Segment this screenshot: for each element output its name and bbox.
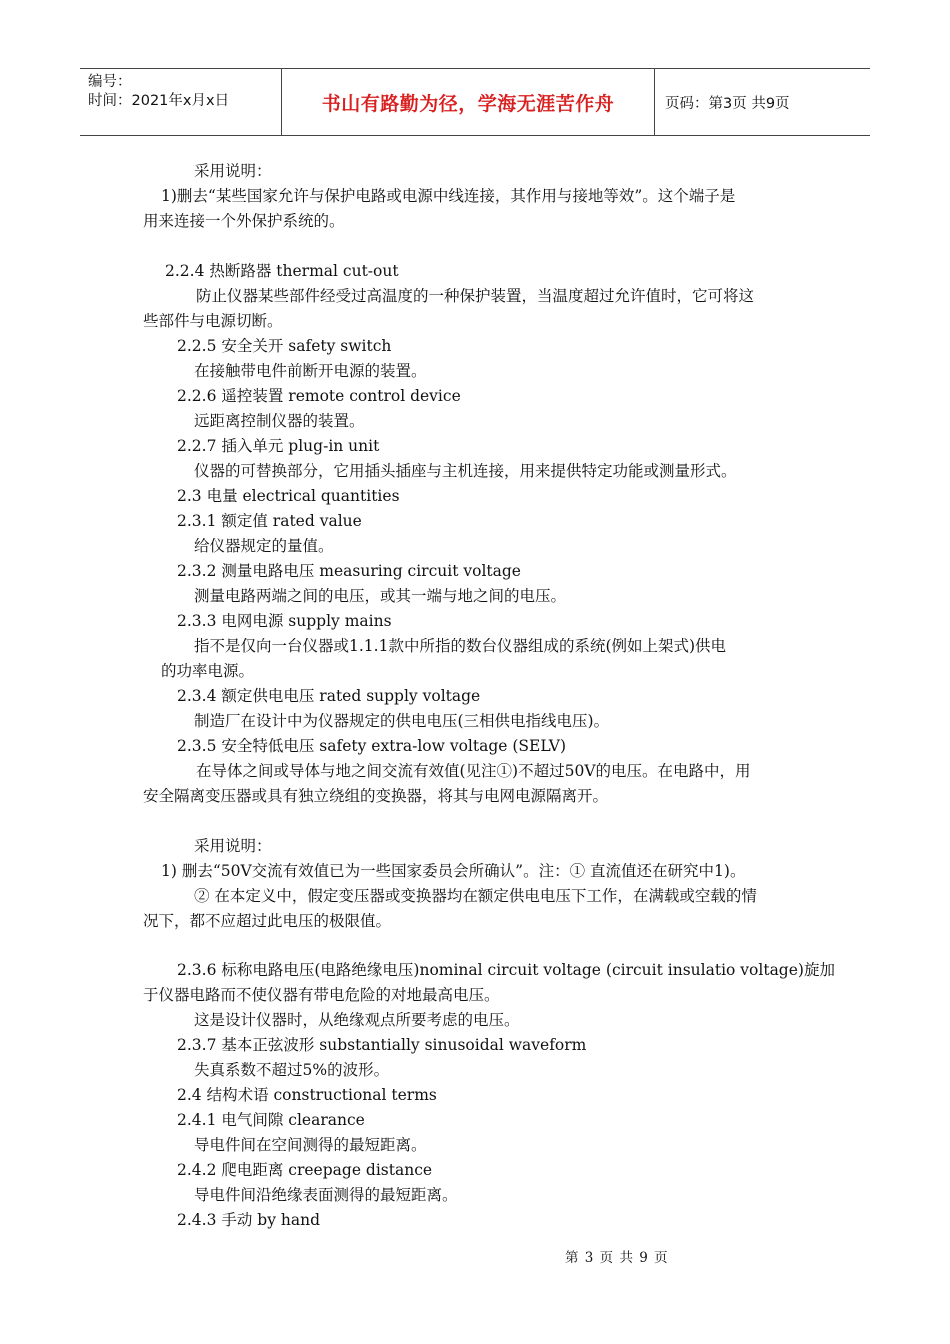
body-line: 防止仪器某些部件经受过高温度的一种保护装置，当温度超过允许值时，它可将这	[196, 287, 755, 305]
body-line: 失真系数不超过5%的波形。	[194, 1061, 390, 1079]
body-line: 指不是仅向一台仪器或1.1.1款中所指的数台仪器组成的系统(例如上架式)供电	[194, 637, 727, 655]
section-heading: 2.3.5 安全特低电压 safety extra-low voltage (SELV)	[177, 737, 567, 755]
body-line: 采用说明：	[194, 837, 272, 855]
body-line: ② 在本定义中，假定变压器或变换器均在额定供电电压下工作，在满载或空载的情	[194, 887, 757, 905]
section-heading: 2.2.5 安全关开 safety switch	[177, 337, 392, 355]
section-heading: 2.3.1 额定值 rated value	[177, 512, 362, 530]
body-line: 于仪器电路而不使仪器有带电危险的对地最高电压。	[143, 986, 500, 1004]
body-line: 况下，都不应超过此电压的极限值。	[143, 912, 392, 930]
section-heading: 2.3.6 标称电路电压(电路绝缘电压)nominal circuit voltage (circuit insulatio voltage)旋加	[177, 961, 835, 979]
body-line: 测量电路两端之间的电压，或其一端与地之间的电压。	[194, 587, 567, 605]
body-line: 的功率电源。	[161, 662, 255, 680]
section-heading: 2.2.7 插入单元 plug-in unit	[177, 437, 380, 455]
body-line: 1) 删去“50V交流有效值已为一些国家委员会所确认”。注：① 直流值还在研究中1)。	[161, 862, 746, 880]
page-footer: 第 3 页 共 9 页	[565, 1250, 669, 1266]
section-heading: 2.3 电量 electrical quantities	[177, 487, 400, 505]
header-motto: 书山有路勤为径，学海无涯苦作舟	[282, 69, 655, 135]
body-line: 导电件间沿绝缘表面测得的最短距离。	[194, 1186, 458, 1204]
section-heading: 2.3.7 基本正弦波形 substantially sinusoidal waveform	[177, 1036, 587, 1054]
body-line: 这是设计仪器时，从绝缘观点所要考虑的电压。	[194, 1011, 520, 1029]
body-line: 采用说明：	[194, 162, 272, 180]
body-line: 用来连接一个外保护系统的。	[143, 212, 345, 230]
header-page-info: 页码：第3页 共9页	[665, 95, 790, 112]
body-line: 安全隔离变压器或具有独立绕组的变换器，将其与电网电源隔离开。	[143, 787, 609, 805]
header-meta	[80, 69, 282, 135]
body-line: 制造厂在设计中为仪器规定的供电电压(三相供电指线电压)。	[194, 712, 610, 730]
body-line: 导电件间在空间测得的最短距离。	[194, 1136, 427, 1154]
document-number-label: 编号：	[88, 74, 132, 90]
section-heading: 2.3.2 测量电路电压 measuring circuit voltage	[177, 562, 521, 580]
section-heading: 2.3.4 额定供电电压 rated supply voltage	[177, 687, 481, 705]
document-time-label: 时间：2021年x月x日	[88, 93, 230, 109]
section-heading: 2.4.2 爬电距离 creepage distance	[177, 1161, 433, 1179]
page-header	[80, 68, 870, 136]
section-heading: 2.4 结构术语 constructional terms	[177, 1086, 437, 1104]
section-heading: 2.2.4 热断路器 thermal cut-out	[165, 262, 399, 280]
body-line: 在接触带电件前断开电源的装置。	[194, 362, 427, 380]
body-line: 1)删去“某些国家允许与保护电路或电源中线连接，其作用与接地等效”。这个端子是	[161, 187, 736, 205]
section-heading: 2.4.3 手动 by hand	[177, 1211, 321, 1229]
section-heading: 2.2.6 遥控装置 remote control device	[177, 387, 461, 405]
section-heading: 2.3.3 电网电源 supply mains	[177, 612, 392, 630]
section-heading: 2.4.1 电气间隙 clearance	[177, 1111, 365, 1129]
body-line: 远距离控制仪器的装置。	[194, 412, 365, 430]
body-line: 些部件与电源切断。	[143, 312, 283, 330]
body-line: 在导体之间或导体与地之间交流有效值(见注①)不超过50V的电压。在电路中，用	[196, 762, 751, 780]
body-line: 仪器的可替换部分，它用插头插座与主机连接，用来提供特定功能或测量形式。	[194, 462, 737, 480]
body-line: 给仪器规定的量值。	[194, 537, 334, 555]
